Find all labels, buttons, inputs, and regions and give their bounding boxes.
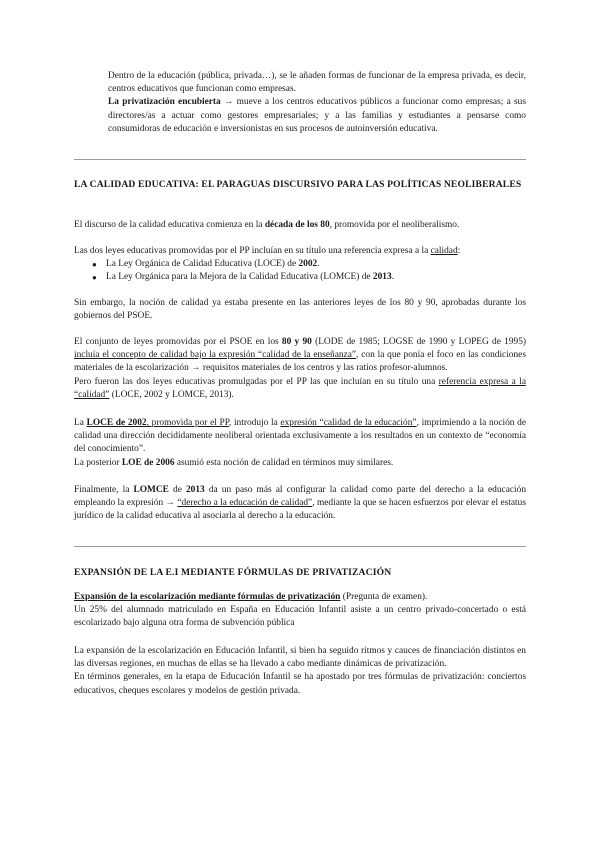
list-item: ● La Ley Orgánica de Calidad Educativa (LOCE) de 2002. xyxy=(88,258,526,271)
list-item: ● La Ley Orgánica para la Mejora de la Calidad Educativa (LOMCE) de 2013. xyxy=(88,271,526,284)
privatizacion-encubierta-paragraph xyxy=(108,96,526,136)
paragraph-text: En términos generales, en la etapa de Educación Infantil se ha apostado por tres fórmulas de privatización: conciertos educativos, cheques escolares y modelos de gestión privada. xyxy=(74,672,526,696)
text: Las dos leyes educativas promovidas por el PP incluían en su título una referencia expresa a la xyxy=(74,246,431,256)
bullet-icon: ● xyxy=(92,273,97,283)
intro-paragraph: Dentro de la educación (pública, privada…), se le añaden formas de funcionar de la empresa privada, es decir, centros educativos que funcionan como empresas. xyxy=(108,71,526,95)
section-heading-calidad: LA CALIDAD EDUCATIVA: EL PARAGUAS DISCURSIVO PARA LAS POLÍTICAS NEOLIBERALES xyxy=(74,179,522,190)
leyes-list xyxy=(88,258,526,284)
underlined-term: expresión “calidad de la educación” xyxy=(280,418,417,428)
bold-term: década de los 80 xyxy=(264,220,330,230)
paragraph-text: Un 25% del alumnado matriculado en España en Educación Infantil asiste a un centro privado-concertado o está escolarizado bajo alguna otra forma de subvención pública xyxy=(74,605,526,629)
text: El discurso de la calidad educativa comienza en la xyxy=(74,220,265,230)
calidad-paragraph-5: La LOCE de 2002, promovida por el PP, introdujo la expresión “calidad de la educación”, imprimiendo a la noción de calidad una dirección decididamente neoliberal orientada exclusivamente a los resultados en un contexto de “economía del conocimiento”. La posterior LOE de 2006 asumió esta noción de calidad en términos muy similares. xyxy=(74,418,526,468)
bold-term: LOE de 2006 xyxy=(121,457,175,468)
bold-term: LOCE de 2002 xyxy=(86,418,147,428)
intro-section xyxy=(108,70,526,136)
section-heading-expansion: EXPANSIÓN DE LA E.I MEDIANTE FÓRMULAS DE PRIVATIZACIÓN xyxy=(74,567,392,578)
calidad-paragraph-3 xyxy=(74,297,526,323)
bold-term: La privatización encubierta xyxy=(108,97,221,108)
paragraph-text: Sin embargo, la noción de calidad ya estaba presente en las anteriores leyes de los 80 y 90, aprobadas durante los gobiernos del PSOE. xyxy=(74,298,526,322)
underlined-term: calidad xyxy=(430,246,458,256)
underlined-term: referencia expresa a la “calidad” xyxy=(74,376,526,400)
expansion-paragraph-2 xyxy=(74,645,526,698)
calidad-paragraph-6: Finalmente, la LOMCE de 2013 da un paso más al configurar la calidad como parte del derecho a la educación empleando la expresión → “derecho a la educación de calidad”, mediante la que se hacen esfuerzos por elevar el estatus jurídico de la calidad educativa al asociarla al derecho a la educación. xyxy=(74,485,527,522)
bold-underlined-term: Expansión de la escolarización mediante fórmulas de privatización xyxy=(74,592,341,602)
bold-term: LOMCE xyxy=(133,485,169,495)
text: : xyxy=(457,246,461,256)
calidad-paragraph-1 xyxy=(74,219,526,232)
underlined-term: incluía el concepto de calidad bajo la expresión “calidad de la enseñanza” xyxy=(74,350,357,361)
underlined-term: “derecho a la educación de calidad” xyxy=(177,498,313,509)
paragraph-text: → mueve a los centros educativos públicos a funcionar como empresas; a sus directores/as a actuar como gestores empresariales; y a las familias y estudiantes a pensarse como consumidoras de educación e inversionistas en sus procesos de autoinversión educativa. xyxy=(108,97,526,134)
calidad-paragraph-4: El conjunto de leyes promovidas por el PSOE en los 80 y 90 (LODE de 1985; LOGSE de 1990 y LOPEG de 1995) incluía el concepto de calidad bajo la expresión “calidad de la enseñanza”, con la que ponía el foco en las condiciones materiales de la escolarización → requisitos materiales de los centros y las ratios profesor-alumnos. Pero fueron las dos leyes educativas promulgadas por el PP las que incluían en su título una referencia expresa a la “calidad” (LOCE, 2002 y LOMCE, 2013). xyxy=(74,337,526,400)
text: , promovida por el neoliberalismo. xyxy=(329,220,460,230)
expansion-paragraph-1: Expansión de la escolarización mediante fórmulas de privatización (Pregunta de examen). Un 25% del alumnado matriculado en España en Educación Infantil asiste a un centro privado-concertado o está escolarizado bajo alguna otra forma de subvención pública xyxy=(74,591,526,631)
section-divider xyxy=(74,546,526,547)
paragraph-text: La expansión de la escolarización en Educación Infantil, si bien ha seguido ritmos y cauces de financiación distintos en las diversas regiones, en muchas de ellas se ha llevado a cabo mediante dinámicas de privatización. xyxy=(74,646,526,670)
calidad-paragraph-2 xyxy=(74,245,526,285)
section-divider xyxy=(74,159,526,160)
bullet-icon: ● xyxy=(92,260,97,270)
